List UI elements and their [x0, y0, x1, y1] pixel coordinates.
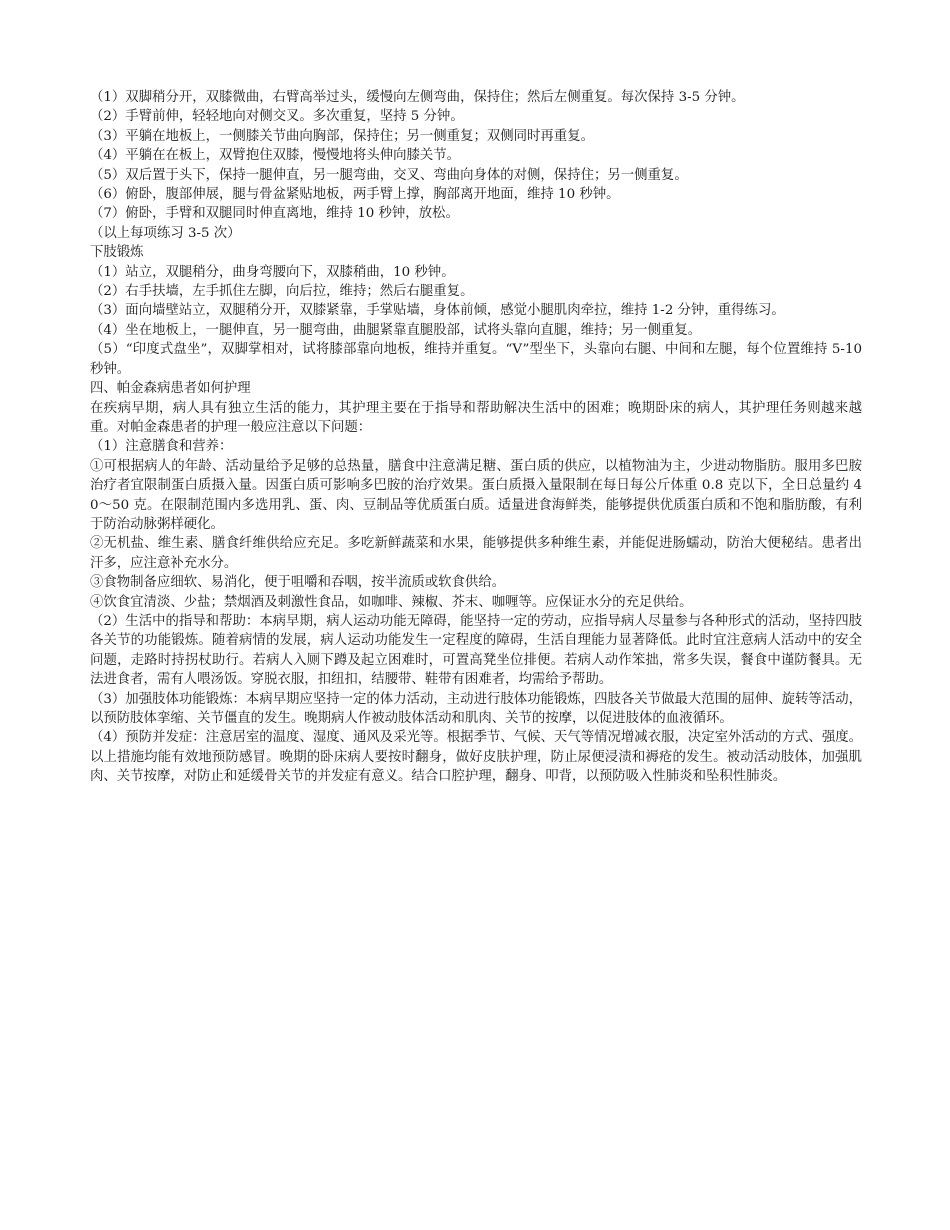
upper-exercise-3: （3）平躺在地板上，一侧膝关节曲向胸部，保持住；另一侧重复；双侧同时再重复。 — [90, 128, 594, 144]
nursing-item-3: （3）加强肢体功能锻炼：本病早期应坚持一定的体力活动，主动进行肢体功能锻炼，四肢各关节做最大范围的屈伸、旋转等活动，以预防肢体挛缩、关节僵直的发生。晚期病人作被动肢体活动和肌肉、关节的按摩，以促进肢体的血液循环。 — [90, 691, 862, 726]
document-body — [90, 88, 862, 787]
nursing-item-4: （4）预防并发症：注意居室的温度、湿度、通风及采光等。根据季节、气候、天气等情况增减衣服，决定室外活动的方式、强度。以上措施均能有效地预防感冒。晚期的卧床病人要按时翻身，做好皮肤护理，防止尿便浸渍和褥疮的发生。被动活动肢体，加强肌肉、关节按摩，对防止和延缓骨关节的并发症有意义。结合口腔护理，翻身、叩背，以预防吸入性肺炎和坠积性肺炎。 — [90, 730, 862, 785]
repetition-note: （以上每项练习 3-5 次） — [90, 225, 241, 241]
upper-exercise-6: （6）俯卧，腹部伸展，腿与骨盆紧贴地板，两手臂上撑，胸部离开地面，维持 10 秒钟。 — [90, 187, 620, 203]
lower-exercise-3: （3）面向墙壁站立，双腿稍分开，双膝紧靠，手掌贴墙，身体前倾，感觉小腿肌肉牵拉，维持 1-2 分钟，重得练习。 — [90, 303, 785, 319]
diet-point-3: ③食物制备应细软、易消化，便于咀嚼和吞咽，按半流质或软食供给。 — [90, 575, 506, 591]
lower-exercise-2: （2）右手扶墙，左手抓住左脚，向后拉，维持；然后右腿重复。 — [90, 284, 474, 300]
section-heading-nursing: 四、帕金森病患者如何护理 — [90, 381, 251, 397]
section-heading-lower-limb: 下肢锻炼 — [90, 245, 144, 261]
diet-point-4: ④饮食宜清淡、少盐；禁烟酒及刺激性食品，如咖啡、辣椒、芥末、咖喱等。应保证水分的充足供给。 — [90, 594, 693, 610]
upper-exercise-7: （7）俯卧，手臂和双腿同时伸直离地，维持 10 秒钟，放松。 — [90, 206, 459, 222]
nursing-item-2: （2）生活中的指导和帮助：本病早期，病人运动功能无障碍，能坚持一定的劳动，应指导病人尽量参与各种形式的活动，坚持四肢各关节的功能锻炼。随着病情的发展，病人运动功能发生一定程度的障碍，生活自理能力显著降低。此时宜注意病人活动中的安全问题，走路时持拐杖助行。若病人入厕下蹲及起立困难时，可置高凳坐位排便。若病人动作笨拙，常多失误，餐食中谨防餐具。无法进食者，需有人喂汤饭。穿脱衣服，扣纽扣，结腰带、鞋带有困难者，均需给予帮助。 — [90, 613, 862, 688]
diet-point-2: ②无机盐、维生素、膳食纤维供给应充足。多吃新鲜蔬菜和水果，能够提供多种维生素，并能促进肠蠕动，防治大便秘结。患者出汗多，应注意补充水分。 — [90, 536, 862, 571]
diet-point-1: ①可根据病人的年龄、活动量给予足够的总热量，膳食中注意满足糖、蛋白质的供应，以植物油为主，少进动物脂肪。服用多巴胺治疗者宜限制蛋白质摄入量。因蛋白质可影响多巴胺的治疗效果。蛋白质摄入量限制在每日每公斤体重 0.8 克以下，全日总量约 40～50 克。在限制范围内多选用乳、蛋、肉、豆制品等优质蛋白质。适量进食海鲜类，能够提供优质蛋白质和不饱和脂肪酸，有利于防治动脉粥样硬化。 — [90, 458, 862, 532]
lower-exercise-4: （4）坐在地板上，一腿伸直，另一腿弯曲，曲腿紧靠直腿股部，试将头靠向直腿，维持；另一侧重复。 — [90, 322, 702, 338]
lower-exercise-5: （5）“印度式盘坐”，双脚掌相对，试将膝部靠向地板，维持并重复。“V”型坐下，头靠向右腿、中间和左腿，每个位置维持 5-10 秒钟。 — [90, 342, 862, 377]
lower-exercise-1: （1）站立，双腿稍分，曲身弯腰向下，双膝稍曲，10 秒钟。 — [90, 264, 455, 280]
upper-exercise-2: （2）手臂前伸，轻轻地向对侧交叉。多次重复，坚持 5 分钟。 — [90, 109, 464, 125]
upper-exercise-1: （1）双脚稍分开，双膝微曲，右臂高举过头，缓慢向左侧弯曲，保持住；然后左侧重复。每次保持 3-5 分钟。 — [90, 90, 745, 105]
nursing-intro: 在疾病早期，病人具有独立生活的能力，其护理主要在于指导和帮助解决生活中的困难；晚期卧床的病人，其护理任务则越来越重。对帕金森患者的护理一般应注意以下问题： — [90, 400, 862, 435]
upper-exercise-5: （5）双后置于头下，保持一腿伸直，另一腿弯曲，交叉、弯曲向身体的对侧，保持住；另一侧重复。 — [90, 167, 688, 183]
upper-exercise-4: （4）平躺在在板上，双臂抱住双膝，慢慢地将头伸向膝关节。 — [90, 148, 461, 164]
nursing-item-1-heading: （1）注意膳食和营养： — [90, 439, 233, 455]
